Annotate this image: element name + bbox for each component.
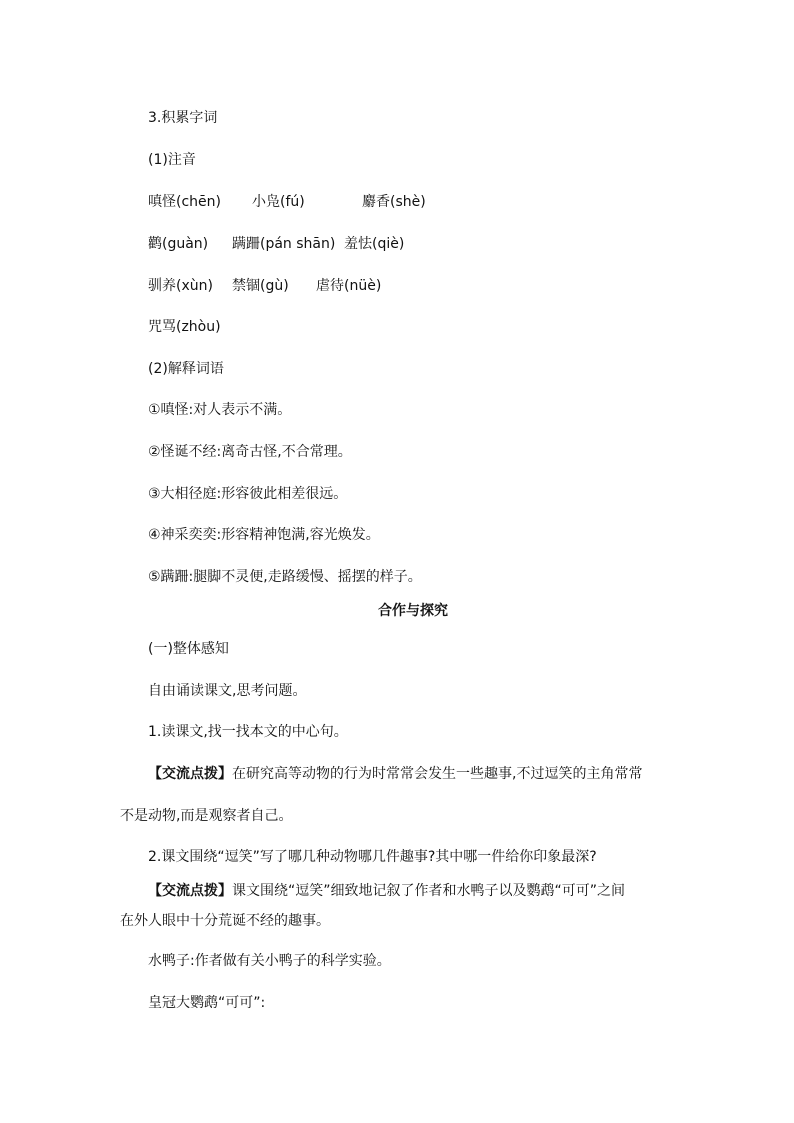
definition-item: ③大相径庭:形容彼此相差很远。 — [148, 486, 348, 502]
answer-2-line-1 — [148, 882, 625, 900]
phonetic-entry: 羞怯(qiè) — [344, 236, 405, 252]
definition-item: ⑤蹒跚:腿脚不灵便,走路缓慢、摇摆的样子。 — [148, 569, 422, 585]
answer-1-line-1 — [148, 765, 642, 783]
phonetic-entry: 嗔怪(chēn) — [148, 194, 221, 210]
list-item: 水鸭子:作者做有关小鸭子的科学实验。 — [148, 953, 391, 969]
definitions-label: (2)解释词语 — [148, 361, 224, 377]
list-item: 皇冠大鹦鹉“可可”: — [148, 995, 266, 1011]
phonetics-label: (1)注音 — [148, 152, 196, 168]
question-1: 1.读课文,找一找本文的中心句。 — [148, 724, 348, 740]
definition-item: ②怪诞不经:离奇古怪,不合常理。 — [148, 444, 352, 460]
definition-item: ④神采奕奕:形容精神饱满,容光焕发。 — [148, 527, 380, 543]
section-heading-explore: 合作与探究 — [378, 603, 448, 619]
phonetic-entry: 麝香(shè) — [362, 194, 426, 210]
phonetic-entry: 蹒跚(pán shān) — [232, 236, 336, 252]
subsection-label: (一)整体感知 — [148, 641, 229, 657]
phonetic-entry: 鹳(guàn) — [148, 236, 209, 252]
phonetic-entry: 驯养(xùn) — [148, 278, 213, 294]
answer-text: 课文围绕“逗笑”细致地记叙了作者和水鸭子以及鹦鹉“可可”之间 — [232, 883, 626, 899]
instruction-text: 自由诵读课文,思考问题。 — [148, 683, 307, 699]
phonetic-entry: 虐待(nüè) — [316, 278, 382, 294]
phonetic-entry: 禁锢(gù) — [232, 278, 289, 294]
answer-1-line-2: 不是动物,而是观察者自己。 — [120, 808, 293, 824]
answer-text: 在研究高等动物的行为时常常会发生一些趣事,不过逗笑的主角常常 — [232, 766, 643, 782]
phonetic-entry: 小凫(fú) — [252, 194, 305, 210]
phonetic-entry: 咒骂(zhòu) — [148, 319, 221, 335]
hint-label: 【交流点拨】 — [148, 883, 232, 899]
section-title-vocab: 3.积累字词 — [148, 110, 218, 126]
question-2: 2.课文围绕“逗笑”写了哪几种动物哪几件趣事?其中哪一件给你印象最深? — [148, 849, 597, 865]
answer-2-line-2: 在外人眼中十分荒诞不经的趣事。 — [120, 913, 330, 929]
definition-item: ①嗔怪:对人表示不满。 — [148, 402, 292, 418]
hint-label: 【交流点拨】 — [148, 766, 232, 782]
